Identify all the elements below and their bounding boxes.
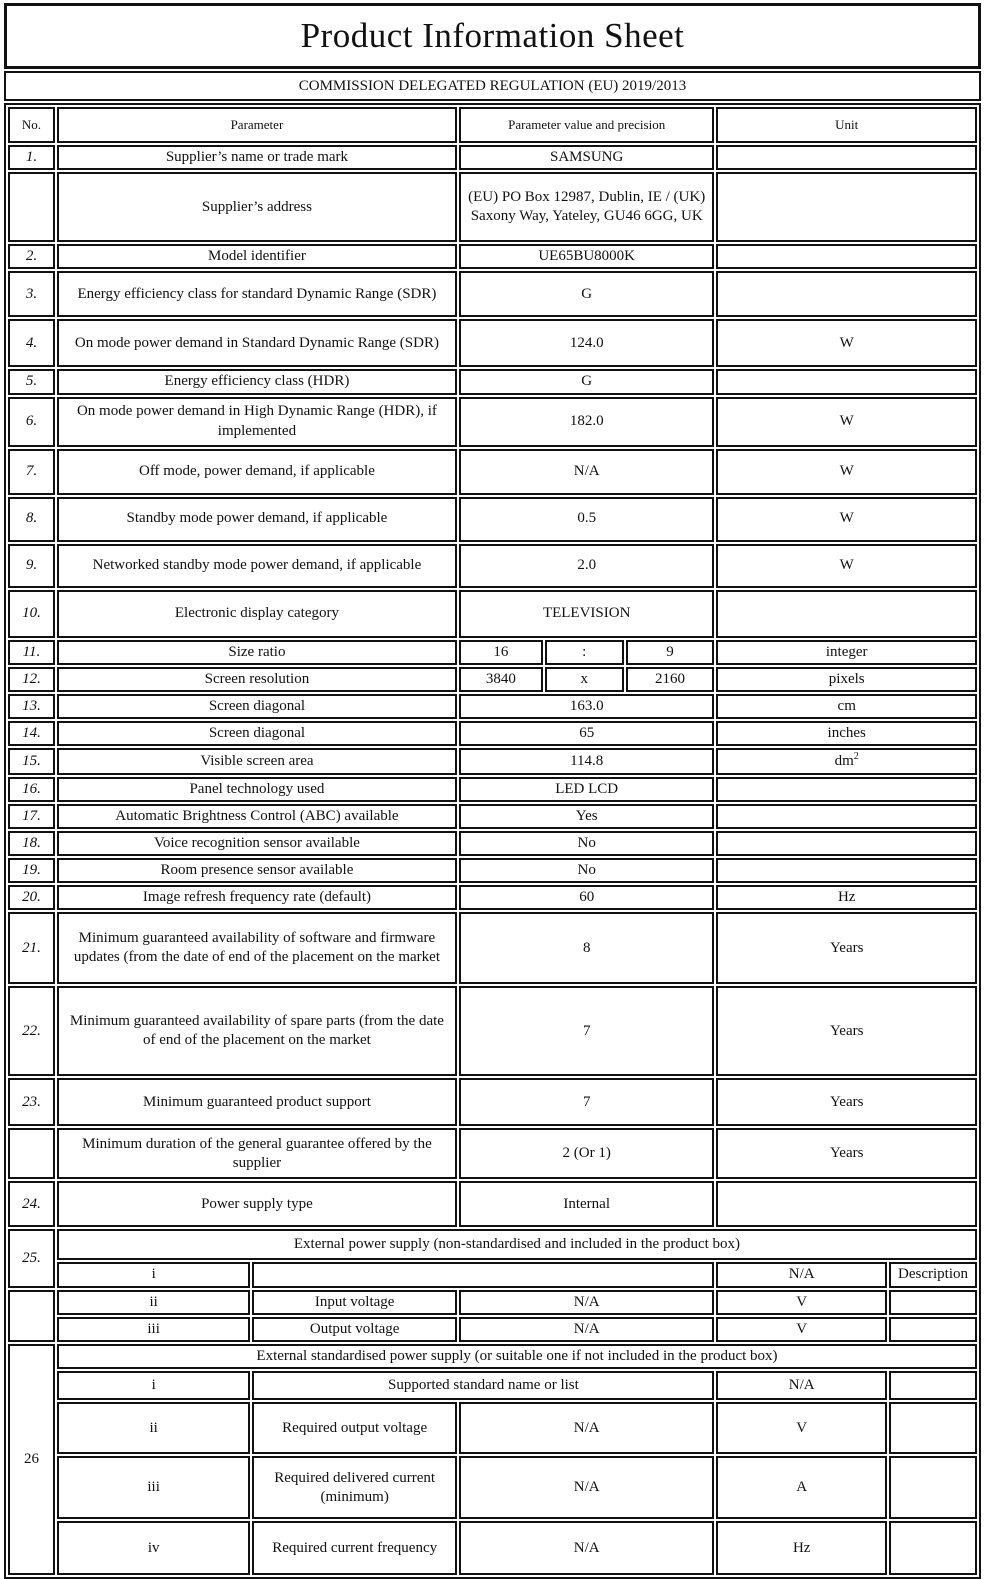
row-number: 7. [8,449,55,495]
row-number: 25. [8,1229,55,1287]
regulation-box [4,71,981,101]
parameter-cell: Energy efficiency class for standard Dynamic Range (SDR) [57,271,457,317]
value-cell: 2 (Or 1) [459,1128,715,1179]
table-row [8,1181,977,1227]
table-row [8,804,977,829]
section-25-row-iii [8,1317,977,1342]
row-number: 1. [8,145,55,170]
unit-cell: pixels [716,667,977,692]
unit-cell [716,804,977,829]
table-row [8,244,977,269]
section-header: External standardised power supply (or suitable one if not included in the product box) [57,1344,977,1369]
row-number: 18. [8,831,55,856]
value-cell: TELEVISION [459,590,715,638]
parameter-cell: Off mode, power demand, if applicable [57,449,457,495]
value-cell-b: 2160 [626,667,715,692]
unit-cell: W [716,319,977,367]
value-cell: 8 [459,912,715,984]
roman-index: iii [57,1456,250,1519]
roman-index: iv [57,1521,250,1575]
roman-index: ii [57,1290,250,1315]
row-number: 5. [8,369,55,394]
value-cell: Internal [459,1181,715,1227]
row-number: 23. [8,1078,55,1126]
header-no: No. [8,107,55,143]
roman-index: i [57,1371,250,1400]
unit-text: dm [834,753,854,770]
row-number: 21. [8,912,55,984]
table-row [8,986,977,1076]
parameter-cell: Automatic Brightness Control (ABC) available [57,804,457,829]
table-row [8,369,977,394]
section-26-row-iv [8,1521,977,1575]
unit-cell: cm [716,694,977,719]
header-unit: Unit [716,107,977,143]
unit-cell: V [716,1317,887,1342]
unit-cell: W [716,544,977,588]
section-25-header-row [8,1229,977,1260]
parameter-cell: Power supply type [57,1181,457,1227]
parameter-cell: Output voltage [252,1317,457,1342]
value-cell: N/A [716,1262,887,1287]
parameter-cell: Input voltage [252,1290,457,1315]
description-cell [889,1371,977,1400]
row-number: 17. [8,804,55,829]
unit-cell [716,244,977,269]
roman-index: ii [57,1402,250,1454]
value-cell: 182.0 [459,397,715,447]
table-row [8,544,977,588]
value-cell-separator: x [545,667,624,692]
table-row [8,912,977,984]
unit-superscript: 2 [853,751,859,763]
row-number: 24. [8,1181,55,1227]
section-26-row-ii [8,1402,977,1454]
value-cell: 60 [459,885,715,910]
table-row [8,271,977,317]
table-row [8,640,977,665]
value-cell: 114.8 [459,748,715,774]
parameter-cell: Electronic display category [57,590,457,638]
value-cell: 124.0 [459,319,715,367]
value-cell: N/A [459,1402,715,1454]
row-number: 12. [8,667,55,692]
parameter-cell: Panel technology used [57,777,457,802]
row-number: 19. [8,858,55,883]
value-cell: N/A [459,1290,715,1315]
section-26-row-i [8,1371,977,1400]
unit-cell: W [716,497,977,542]
row-number: 2. [8,244,55,269]
value-cell: 7 [459,986,715,1076]
table-row [8,1078,977,1126]
product-information-sheet [4,3,981,1579]
section-header: External power supply (non-standardised and included in the product box) [57,1229,977,1260]
value-cell: N/A [459,1317,715,1342]
table-row [8,885,977,910]
unit-cell [716,369,977,394]
row-number: 22. [8,986,55,1076]
value-cell: 0.5 [459,497,715,542]
table-row [8,721,977,746]
header-parameter: Parameter [57,107,457,143]
value-cell: N/A [716,1371,887,1400]
roman-index: i [57,1262,250,1287]
parameter-cell: Minimum guaranteed availability of spare parts (from the date of end of the placement on the market [57,986,457,1076]
parameter-cell: Supplier’s address [57,172,457,242]
value-cell: 7 [459,1078,715,1126]
section-25-row-ii [8,1290,977,1315]
description-cell [889,1521,977,1575]
unit-cell [716,172,977,242]
parameter-cell: Room presence sensor available [57,858,457,883]
row-number: 11. [8,640,55,665]
unit-cell [716,590,977,638]
table-row [8,667,977,692]
parameter-cell: Energy efficiency class (HDR) [57,369,457,394]
row-number: 9. [8,544,55,588]
value-cell: 2.0 [459,544,715,588]
table-row [8,1128,977,1179]
parameter-cell: Image refresh frequency rate (default) [57,885,457,910]
row-number: 3. [8,271,55,317]
table-row [8,590,977,638]
unit-cell [716,145,977,170]
parameter-cell: Size ratio [57,640,457,665]
table-row [8,858,977,883]
description-cell [889,1290,977,1315]
parameter-cell: Required current frequency [252,1521,457,1575]
value-cell: N/A [459,1521,715,1575]
parameter-cell: Screen resolution [57,667,457,692]
table-row [8,449,977,495]
table-header-row [8,107,977,143]
table-row [8,172,977,242]
value-cell: UE65BU8000K [459,244,715,269]
value-cell-separator: : [545,640,624,665]
value-cell: Yes [459,804,715,829]
unit-cell: Hz [716,885,977,910]
value-cell: SAMSUNG [459,145,715,170]
unit-cell [716,858,977,883]
unit-cell: integer [716,640,977,665]
parameter-cell: Networked standby mode power demand, if applicable [57,544,457,588]
parameter-cell: Required output voltage [252,1402,457,1454]
page-title: Product Information Sheet [300,16,685,55]
row-number: 4. [8,319,55,367]
parameter-cell: Visible screen area [57,748,457,774]
value-cell: No [459,858,715,883]
parameter-cell: Voice recognition sensor available [57,831,457,856]
value-cell: 65 [459,721,715,746]
value-cell: No [459,831,715,856]
value-cell: N/A [459,449,715,495]
table-row [8,777,977,802]
row-number: 14. [8,721,55,746]
unit-cell [716,271,977,317]
parameter-cell: On mode power demand in High Dynamic Range (HDR), if implemented [57,397,457,447]
table-row [8,319,977,367]
value-cell: 163.0 [459,694,715,719]
value-cell-b: 9 [626,640,715,665]
unit-cell: inches [716,721,977,746]
value-cell-a: 3840 [459,667,543,692]
parameter-cell: Standby mode power demand, if applicable [57,497,457,542]
unit-cell [716,1181,977,1227]
table-row [8,831,977,856]
unit-cell: V [716,1290,887,1315]
row-number: 8. [8,497,55,542]
unit-cell: V [716,1402,887,1454]
parameter-cell: Screen diagonal [57,721,457,746]
value-cell: G [459,271,715,317]
parameter-cell: Supplier’s name or trade mark [57,145,457,170]
value-cell-a: 16 [459,640,543,665]
parameter-cell: Model identifier [57,244,457,269]
table-row [8,145,977,170]
title-box [4,3,981,69]
unit-cell: W [716,397,977,447]
row-number: 10. [8,590,55,638]
table-row [8,497,977,542]
unit-cell: Hz [716,1521,887,1575]
product-info-table [4,103,981,1579]
unit-cell: Years [716,986,977,1076]
row-number [8,1290,55,1342]
roman-index: iii [57,1317,250,1342]
parameter-cell: On mode power demand in Standard Dynamic Range (SDR) [57,319,457,367]
unit-cell [716,748,977,774]
description-cell [889,1402,977,1454]
section-26-header-row [8,1344,977,1369]
section-26-row-iii [8,1456,977,1519]
unit-cell: A [716,1456,887,1519]
unit-cell: Years [716,1078,977,1126]
parameter-cell: Minimum guaranteed availability of software and firmware updates (from the date of end of the placement on the market [57,912,457,984]
row-number: 26 [8,1344,55,1575]
table-row [8,748,977,774]
unit-cell: Years [716,912,977,984]
parameter-cell: Screen diagonal [57,694,457,719]
unit-cell: W [716,449,977,495]
parameter-cell: Minimum duration of the general guarantee offered by the supplier [57,1128,457,1179]
parameter-cell [252,1262,714,1287]
value-cell: LED LCD [459,777,715,802]
value-cell: G [459,369,715,394]
table-row [8,694,977,719]
header-value: Parameter value and precision [459,107,715,143]
row-number: 13. [8,694,55,719]
unit-cell: Years [716,1128,977,1179]
description-cell [889,1317,977,1342]
parameter-cell: Supported standard name or list [252,1371,714,1400]
regulation-text: COMMISSION DELEGATED REGULATION (EU) 2019/2013 [298,77,687,94]
table-row [8,397,977,447]
row-number: 6. [8,397,55,447]
description-cell [889,1456,977,1519]
row-number: 16. [8,777,55,802]
value-cell: N/A [459,1456,715,1519]
value-cell: (EU) PO Box 12987, Dublin, IE / (UK) Saxony Way, Yateley, GU46 6GG, UK [459,172,715,242]
unit-cell [716,777,977,802]
description-cell: Description [889,1262,977,1287]
parameter-cell: Minimum guaranteed product support [57,1078,457,1126]
unit-cell [716,831,977,856]
parameter-cell: Required delivered current (minimum) [252,1456,457,1519]
row-number: 15. [8,748,55,774]
row-number: 20. [8,885,55,910]
row-number [8,1128,55,1179]
section-25-row-i [8,1262,977,1287]
row-number [8,172,55,242]
